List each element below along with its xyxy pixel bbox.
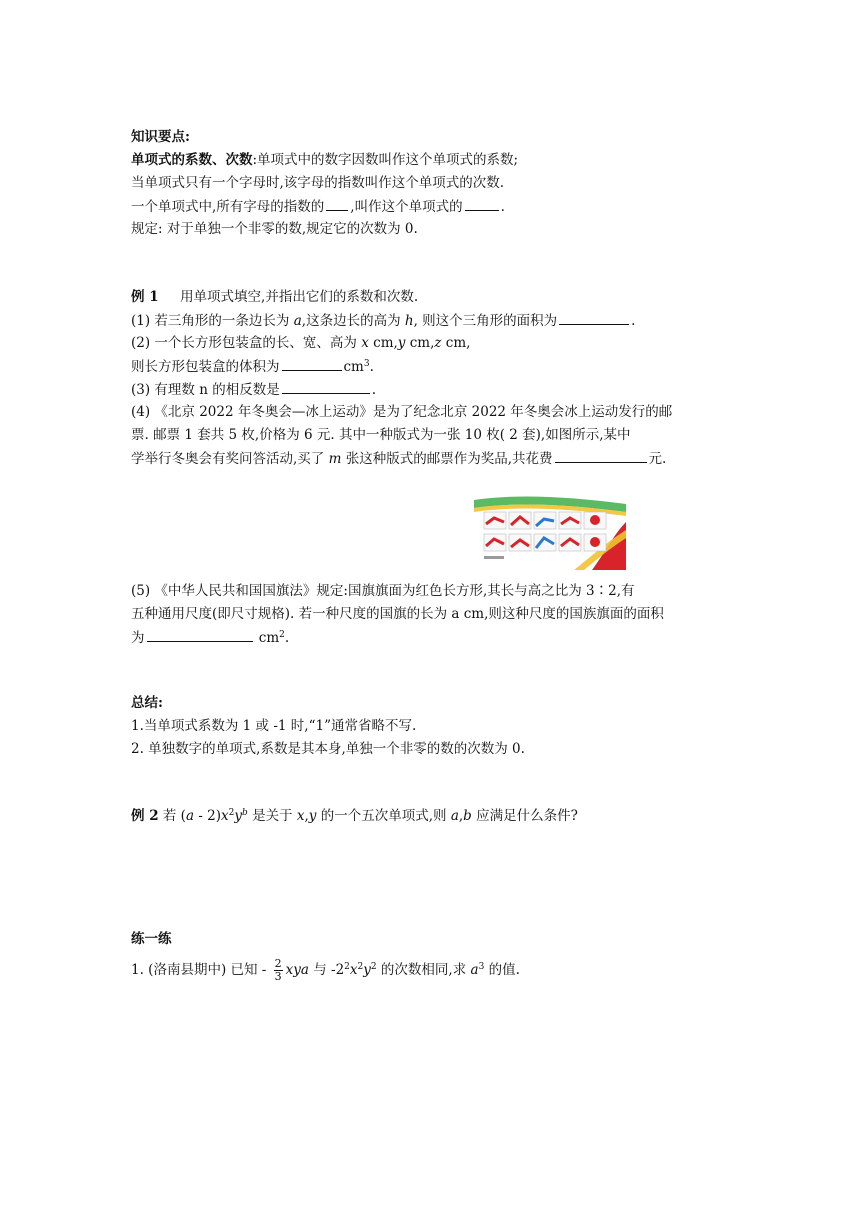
example1-label: 例 1 <box>131 289 159 305</box>
example1-q3: (3) 有理数 n 的相反数是 . <box>131 379 376 400</box>
summary-item-1: 1.当单项式系数为 1 或 -1 时,“1”通常省略不写. <box>131 718 417 734</box>
stamp-sheet-image <box>474 494 626 570</box>
knowledge-term: 单项式的系数、次数 <box>131 152 253 168</box>
example1-q4-line3: 学举行冬奥会有奖问答活动,买了 m 张这种版式的邮票作为奖品,共花费 元. <box>131 448 666 469</box>
summary-item-2: 2. 单独数字的单项式,系数是其本身,单独一个非零的数的次数为 0. <box>131 741 525 757</box>
fill-blank[interactable] <box>282 379 370 394</box>
example2-question: 例 2 若 $(a - 2)x^2y^b$ 是关于 x,y 的一个五次单项式,则 a,b 应满足什么条件? <box>131 808 578 824</box>
fill-blank[interactable] <box>465 196 499 211</box>
fill-blank[interactable] <box>326 196 348 211</box>
knowledge-line-1: 单项式的系数、次数:单项式中的数字因数叫作这个单项式的系数; <box>131 152 519 168</box>
example1-q5-line1: (5) 《中华人民共和国国旗法》规定:国旗旗面为红色长方形,其长与高之比为 3∶2,有 <box>131 583 635 599</box>
example1-q5-line3: 为 $cm^2$. <box>131 627 289 648</box>
fill-blank[interactable] <box>559 310 629 325</box>
example1-q2-line2: 则长方形包装盒的体积为 $cm^3$. <box>131 356 374 377</box>
example1-intro: 例 1 用单项式填空,并指出它们的系数和次数. <box>131 289 419 305</box>
fill-blank[interactable] <box>147 627 253 642</box>
example1-q5-line2: 五种通用尺度(即尺寸规格). 若一种尺度的国旗的长为 a cm,则这种尺度的国族旗面的面积 <box>131 606 664 622</box>
example1-q1: (1) 若三角形的一条边长为 a,这条边长的高为 h, 则这个三角形的面积为 . <box>131 310 635 331</box>
practice-heading: 练一练 <box>131 931 172 947</box>
knowledge-line-4: 规定: 对于单独一个非零的数,规定它的次数为 0. <box>131 221 418 237</box>
practice-item-1: 1. (洛南县期中) 已知 - $\frac{2}{3}$ xya 与 $-2^2x^2y^2$ 的次数相同,求 $a^3$ 的值. <box>131 957 520 983</box>
fraction: $\frac{2}{3}$ <box>274 957 282 983</box>
example1-q2: (2) 一个长方形包装盒的长、宽、高为 x cm,y cm,z cm, <box>131 335 471 351</box>
fill-blank[interactable] <box>555 448 647 463</box>
knowledge-line-3: 一个单项式中,所有字母的指数的 ,叫作这个单项式的 . <box>131 196 505 217</box>
example1-q4-line2: 票. 邮票 1 套共 5 枚,价格为 6 元. 其中一种版式为一张 10 枚( 2 套),如图所示,某中 <box>131 427 631 443</box>
knowledge-heading: 知识要点: <box>131 129 190 145</box>
fill-blank[interactable] <box>282 356 342 371</box>
stamp-sheet-graphic <box>474 494 626 570</box>
example2-label: 例 2 <box>131 808 159 824</box>
example1-q4-line1: (4) 《北京 2022 年冬奥会—冰上运动》是为了纪念北京 2022 年冬奥会冰上运动发行的邮 <box>131 404 673 420</box>
summary-heading: 总结: <box>131 695 163 711</box>
knowledge-line-2: 当单项式只有一个字母时,该字母的指数叫作这个单项式的次数. <box>131 175 505 191</box>
